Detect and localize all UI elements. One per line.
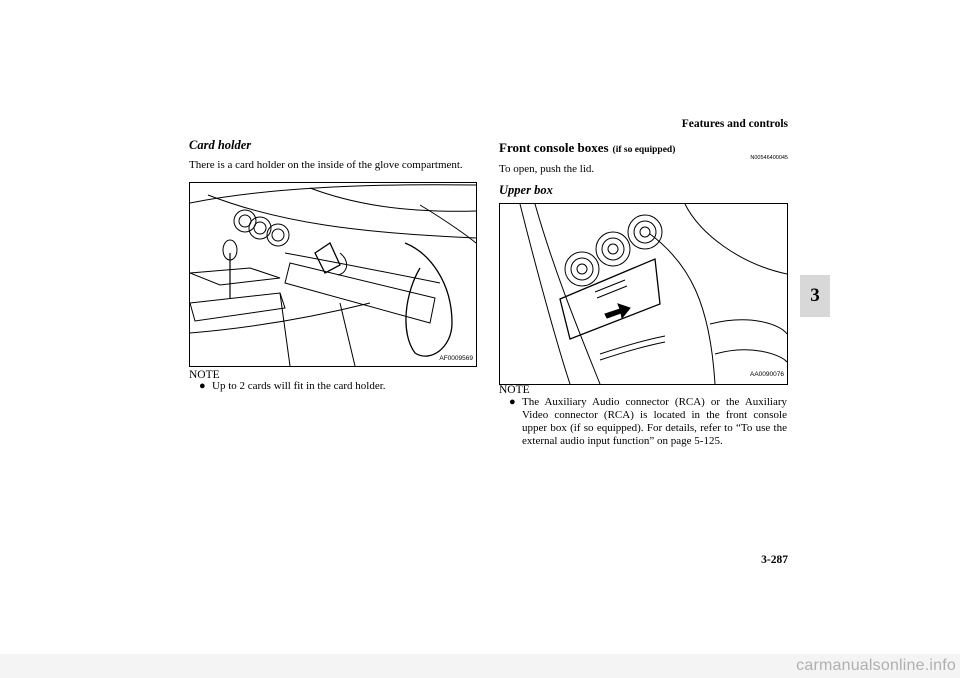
- note-label: NOTE: [189, 369, 220, 381]
- front-console-heading: [499, 139, 675, 157]
- doc-code: N00546400045: [750, 155, 788, 161]
- page-number: 3-287: [761, 554, 788, 566]
- note-label: NOTE: [499, 384, 530, 396]
- glove-compartment-illustration: [189, 182, 477, 367]
- console-intro: To open, push the lid.: [499, 163, 595, 175]
- figure-code: AF0009569: [439, 355, 473, 362]
- running-header: Features and controls: [681, 118, 788, 130]
- note-item: [509, 396, 787, 448]
- heading-suffix: (if so equipped): [612, 145, 676, 155]
- bullet-icon: ●: [509, 396, 516, 408]
- note-item: [199, 380, 484, 393]
- chapter-tab[interactable]: 3: [800, 275, 830, 317]
- note-text: Up to 2 cards will fit in the card holder.: [212, 380, 386, 392]
- console-upper-box-illustration: [499, 203, 788, 385]
- upper-box-heading: Upper box: [499, 183, 553, 197]
- heading-main: Front console boxes: [499, 140, 609, 155]
- footer-watermark-link[interactable]: carmanualsonline.info: [796, 657, 956, 674]
- card-holder-heading: Card holder: [189, 138, 252, 152]
- figure-code: AA0090076: [750, 371, 784, 378]
- bullet-icon: ●: [199, 380, 206, 392]
- note-text: The Auxiliary Audio connector (RCA) or the Auxiliary Video connector (RCA) is located in the front console upper box (if so equipped). For details, refer to “To use the external audio input function” on page 5-125.: [522, 396, 787, 447]
- card-holder-intro: There is a card holder on the inside of the glove compartment.: [189, 159, 463, 171]
